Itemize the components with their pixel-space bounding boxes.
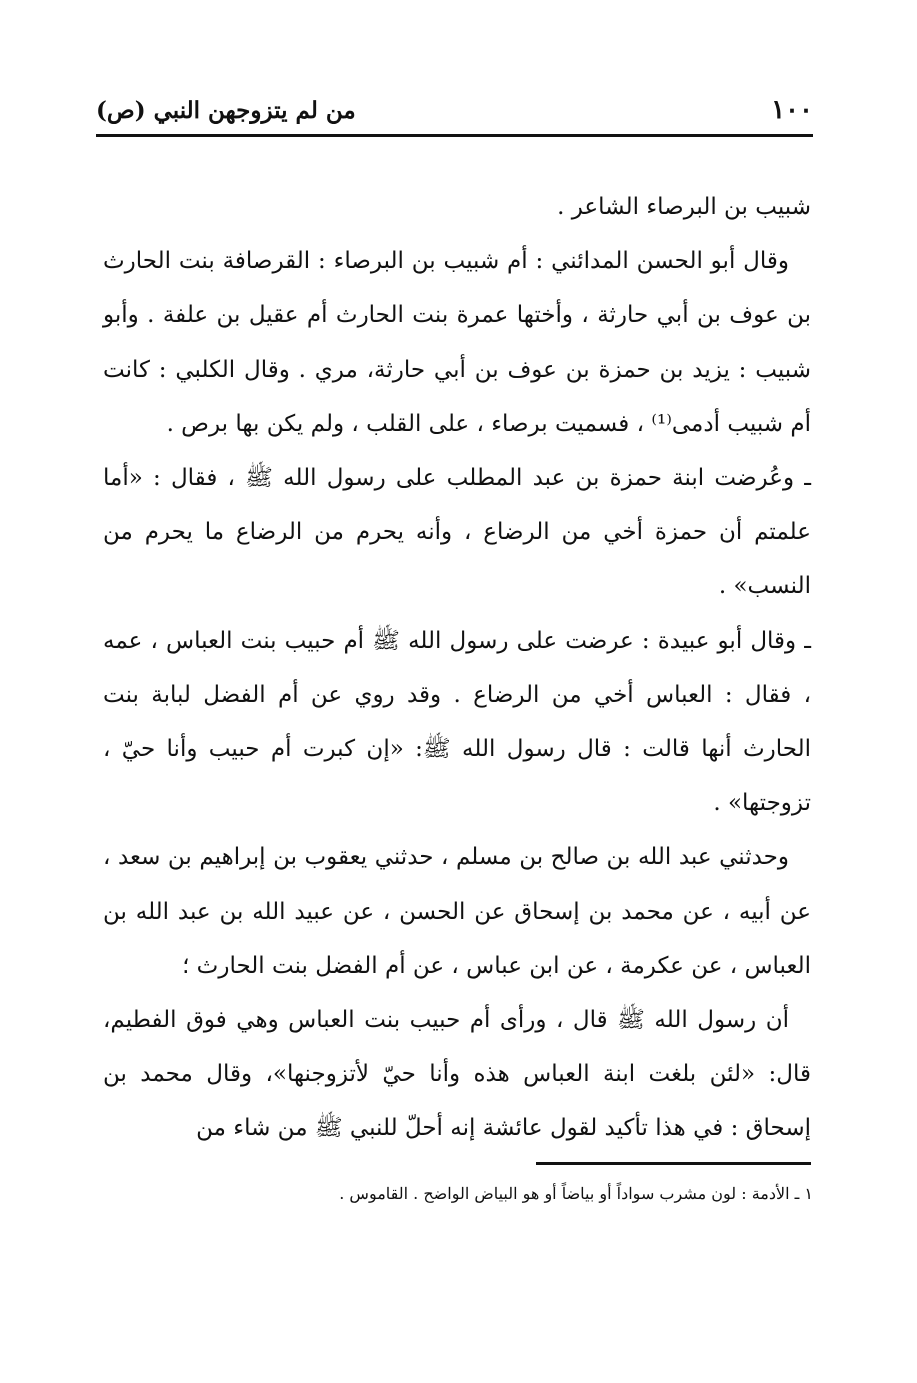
paragraph-5: وحدثني عبد الله بن صالح بن مسلم ، حدثني يعقوب بن إبراهيم بن سعد ، عن أبيه ، عن محمد بن إسحاق عن الحسن ، عن عبيد الله بن عبد الله بن العباس ، عن عكرمة ، عن ابن عباس ، عن أم الفضل بنت الحارث ؛ [103, 844, 811, 979]
chapter-title: من لم يتزوجهن النبي (ص) [96, 96, 356, 124]
page-number: ١٠٠ [771, 95, 813, 125]
footnote-rule [536, 1162, 811, 1165]
paragraph-4: ـ وقال أبو عبيدة : عرضت على رسول الله ﷺ أم حبيب بنت العباس ، عمه ، فقال : العباس أخي من الرضاع . وقد روي عن أم الفضل لبابة بنت الحارث أنها قالت : قال رسول الله ﷺ: «إن كبرت أم حبيب وأنا حيّ ، تزوجتها» . [103, 627, 811, 817]
footnote: ١ ـ الأدمة : لون مشرب سواداً أو بياضاً أو هو البياض الواضح . القاموس . [339, 1184, 813, 1203]
header-rule [96, 134, 813, 137]
paragraph-3: ـ وعُرضت ابنة حمزة بن عبد المطلب على رسول الله ﷺ ، فقال : «أما علمتم أن حمزة أخي من الرضاع ، وأنه يحرم من الرضاع ما يحرم من النسب» . [103, 465, 811, 600]
paragraph-6: أن رسول الله ﷺ قال ، ورأى أم حبيب بنت العباس وهي فوق الفطيم، قال: «لئن بلغت ابنة العباس هذه وأنا حيّ لأتزوجنها»، وقال محمد بن إسحاق : في هذا تأكيد لقول عائشة إنه أحلّ للنبي ﷺ من شاء من [103, 1007, 811, 1142]
paragraph-2: وقال أبو الحسن المدائني : أم شبيب بن البرصاء : القرصافة بنت الحارث بن عوف بن أبي حارثة ، وأختها عمرة بنت الحارث أم عقيل بن علفة . وأبو شبيب : يزيد بن حمزة بن عوف بن أبي حارثة، مري . وقال الكلبي : كانت أم شبيب أدمى⁽¹⁾ ، فسميت برصاء ، على القلب ، ولم يكن بها برص . [103, 248, 811, 437]
running-header [96, 88, 813, 132]
paragraph-1: شبيب بن البرصاء الشاعر . [557, 194, 811, 220]
body-text [103, 180, 811, 1156]
